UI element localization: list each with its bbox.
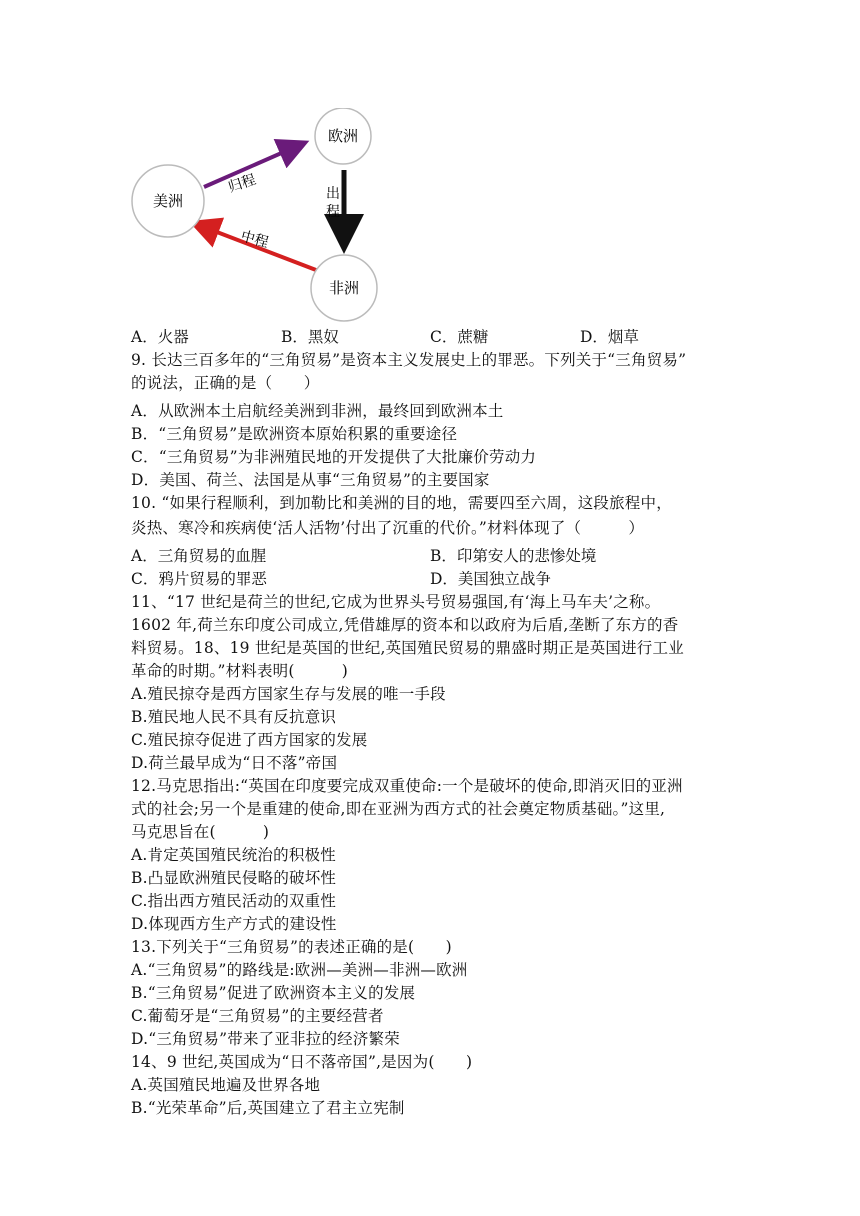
q13-option-d: D.“三角贸易”带来了亚非拉的经济繁荣 — [131, 1030, 400, 1048]
q13-option-b: B.“三角贸易”促进了欧洲资本主义的发展 — [131, 984, 416, 1002]
triangle-trade-diagram — [130, 108, 390, 324]
return-leg-label: 归程 — [226, 171, 258, 196]
q14-stem-line-1: 14、9 世纪,英国成为“日不落帝国”,是因为( ) — [131, 1053, 473, 1071]
q14-option-a: A.英国殖民地遍及世界各地 — [131, 1076, 321, 1094]
q11-stem-line-2: 1602 年,荷兰东印度公司成立,凭借雄厚的资本和以政府为后盾,垄断了东方的香 — [131, 616, 679, 634]
q9-option-a: A．从欧洲本土启航经美洲到非洲，最终回到欧洲本土 — [131, 402, 504, 420]
q11-stem-line-4: 革命的时期。”材料表明( ) — [131, 662, 348, 680]
node-america-label: 美洲 — [152, 192, 184, 210]
q8-option-b: B．黑奴 — [281, 328, 339, 346]
node-europe-label: 欧洲 — [327, 127, 359, 145]
q8-option-c: C．蔗糖 — [430, 328, 489, 346]
q9-stem-line-1: 9. 长达三百多年的“三角贸易”是资本主义发展史上的罪恶。下列关于“三角贸易” — [131, 351, 687, 369]
q11-stem-line-3: 料贸易。18、19 世纪是英国的世纪,英国殖民贸易的鼎盛时期正是英国进行工业 — [131, 639, 684, 657]
q12-stem-line-1: 12.马克思指出:“英国在印度要完成双重使命:一个是破坏的使命,即消灭旧的亚洲 — [131, 777, 683, 795]
node-africa-label: 非洲 — [328, 279, 360, 297]
q10-option-c: C．鸦片贸易的罪恶 — [131, 570, 267, 588]
q11-stem-line-1: 11、“17 世纪是荷兰的世纪,它成为世界头号贸易强国,有‘海上马车夫’之称。 — [131, 593, 661, 611]
q9-stem-line-2: 的说法，正确的是（ ） — [131, 374, 320, 392]
q12-option-c: C.指出西方殖民活动的双重性 — [131, 892, 337, 910]
q11-option-b: B.殖民地人民不具有反抗意识 — [131, 708, 337, 726]
q10-option-a: A．三角贸易的血腥 — [131, 547, 267, 565]
q11-option-d: D.荷兰最早成为“日不落”帝国 — [131, 754, 338, 772]
outbound-leg-char-2: 程 — [326, 204, 340, 220]
q12-option-b: B.凸显欧洲殖民侵略的破坏性 — [131, 869, 337, 887]
q8-option-a: A．火器 — [131, 328, 189, 346]
q13-stem-line-1: 13.下列关于“三角贸易”的表述正确的是( ) — [131, 938, 452, 956]
middle-leg-label: 中程 — [238, 228, 271, 252]
q10-stem-line-2: 炎热、寒冷和疾病使‘活人活物’付出了沉重的代价。”材料体现了（ ） — [131, 519, 645, 537]
q12-option-a: A.肯定英国殖民统治的积极性 — [131, 846, 336, 864]
node-europe — [315, 108, 371, 164]
q13-option-a: A.“三角贸易”的路线是:欧洲—美洲—非洲—欧洲 — [131, 961, 468, 979]
q9-option-c: C．“三角贸易”为非洲殖民地的开发提供了大批廉价劳动力 — [131, 448, 537, 466]
q12-stem-line-2: 式的社会;另一个是重建的使命,即在亚洲为西方式的社会奠定物质基础。”这里, — [131, 800, 666, 818]
node-africa — [311, 255, 377, 321]
q9-option-d: D．美国、荷兰、法国是从事“三角贸易”的主要国家 — [131, 471, 490, 489]
q13-option-c: C.葡萄牙是“三角贸易”的主要经营者 — [131, 1007, 384, 1025]
q9-option-b: B．“三角贸易”是欧洲资本原始积累的重要途径 — [131, 425, 458, 443]
node-america — [132, 165, 204, 237]
q10-option-d: D．美国独立战争 — [430, 570, 551, 588]
q12-option-d: D.体现西方生产方式的建设性 — [131, 915, 337, 933]
q10-option-b: B．印第安人的悲惨处境 — [430, 547, 597, 565]
q11-option-c: C.殖民掠夺促进了西方国家的发展 — [131, 731, 368, 749]
outbound-leg-char-1: 出 — [326, 186, 340, 202]
q12-stem-line-3: 马克思旨在( ) — [131, 823, 270, 841]
q8-option-d: D．烟草 — [580, 328, 639, 346]
q10-stem-line-1: 10. “如果行程顺利，到加勒比和美洲的目的地，需要四至六周，这段旅程中， — [131, 494, 672, 512]
q14-option-b: B.“光荣革命”后,英国建立了君主立宪制 — [131, 1099, 405, 1117]
outbound-leg-label — [326, 186, 340, 220]
q11-option-a: A.殖民掠夺是西方国家生存与发展的唯一手段 — [131, 685, 446, 703]
